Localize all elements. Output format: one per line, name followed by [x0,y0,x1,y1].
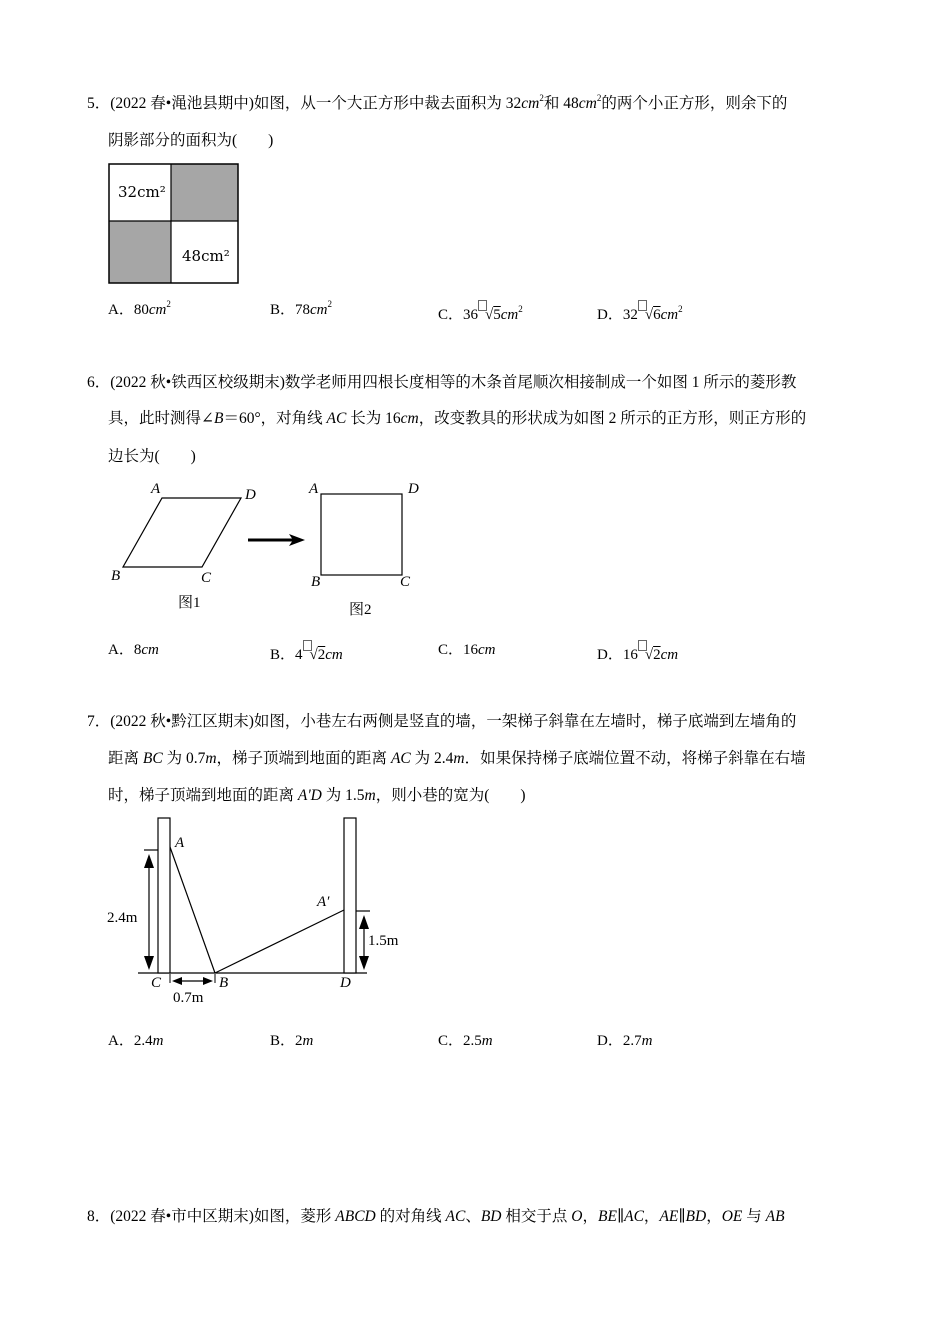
q7-line-1: 7．(2022 秋•黔江区期末)如图，小巷左右两侧是竖直的墙，一架梯子斜靠在左墙时，梯子底端到左墙角的 [87,713,797,730]
point-d: D [340,975,351,991]
fig1-label-a: A [151,481,161,497]
fig2-label-a: A [309,481,319,497]
q7-line-3: 时，梯子顶端到地面的距离 A'D 为 1.5m，则小巷的宽为( ) [108,787,526,804]
q8-line-1: 8．(2022 春•市中区期末)如图，菱形 ABCD 的对角线 AC、BD 相交于点 O，BE∥AC，AE∥BD，OE 与 AB [87,1208,785,1225]
q6-option-d[interactable]: D．16 √2cm [597,640,678,665]
q6-line-2: 具，此时测得∠B＝60°，对角线 AC 长为 16cm，改变教具的形状成为如图 2 所示的正方形，则正方形的 [108,410,807,427]
fig1-label-c: C [201,570,212,586]
label-1-5m: 1.5m [368,933,399,949]
radical-sign: √6 [638,300,661,325]
fig1-label-b: B [111,568,121,584]
q7-option-b[interactable]: B．2m [270,1033,314,1049]
q7-line-2: 距离 BC 为 0.7m，梯子顶端到地面的距离 AC 为 2.4m．如果保持梯子底端位置不动，将梯子斜靠在右墙 [108,750,806,767]
label-2-4m: 2.4m [107,910,138,926]
fig2-label-b: B [311,574,321,590]
squares-diagram [108,163,240,285]
radical-sign: √2 [303,640,326,665]
q6-line-3: 边长为( ) [108,448,196,465]
ladder-alley-diagram [100,810,420,1010]
point-a-prime: A′ [317,894,330,910]
q5-line-2: 阴影部分的面积为( ) [108,132,274,149]
radical-sign: √5 [478,300,501,325]
label-32cm2: 32cm² [118,183,166,201]
q6-option-c[interactable]: C．16cm [438,642,496,658]
q7-figure [100,810,420,1010]
fig1-caption: 图1 [178,595,201,611]
q6-option-b[interactable]: B．4 √2cm [270,640,343,665]
q5-option-d[interactable]: D．32 $√6cm^2$ [597,300,683,325]
label-0-7m: 0.7m [173,990,204,1006]
point-a: A [175,835,185,851]
rhombus-to-square-diagram [105,478,435,623]
fig2-caption: 图2 [349,602,372,618]
point-c: C [151,975,162,991]
q6-option-a[interactable]: A．8cm [108,642,159,658]
q7-option-a[interactable]: A．2.4m [108,1033,164,1049]
fig2-label-d: D [408,481,419,497]
q5-number: 5． [87,95,111,112]
radical-sign: √2 [638,640,661,665]
fig1-label-d: D [245,487,256,503]
q5-line-1: 5．(2022 春•渑池县期中)如图，从一个大正方形中裁去面积为 $32cm^2$和 $48cm^2$的两个小正方形，则余下的 [87,93,788,112]
label-48cm2: 48cm² [182,247,230,265]
q6-line-1: 6．(2022 秋•铁西区校级期末)数学老师用四根长度相等的木条首尾顺次相接制成一个如图 1 所示的菱形教 [87,374,797,391]
q5-figure [108,163,238,283]
q6-figure [105,478,435,623]
fig2-label-c: C [400,574,411,590]
q5-option-c[interactable]: C．36 $√5cm^2$ [438,300,523,325]
q5-option-b[interactable]: B．$78cm^2$ [270,299,333,318]
q7-option-d[interactable]: D．2.7m [597,1033,653,1049]
point-b: B [219,975,229,991]
q7-option-c[interactable]: C．2.5m [438,1033,493,1049]
q5-option-a[interactable]: A．$80cm^2$ [108,299,171,318]
